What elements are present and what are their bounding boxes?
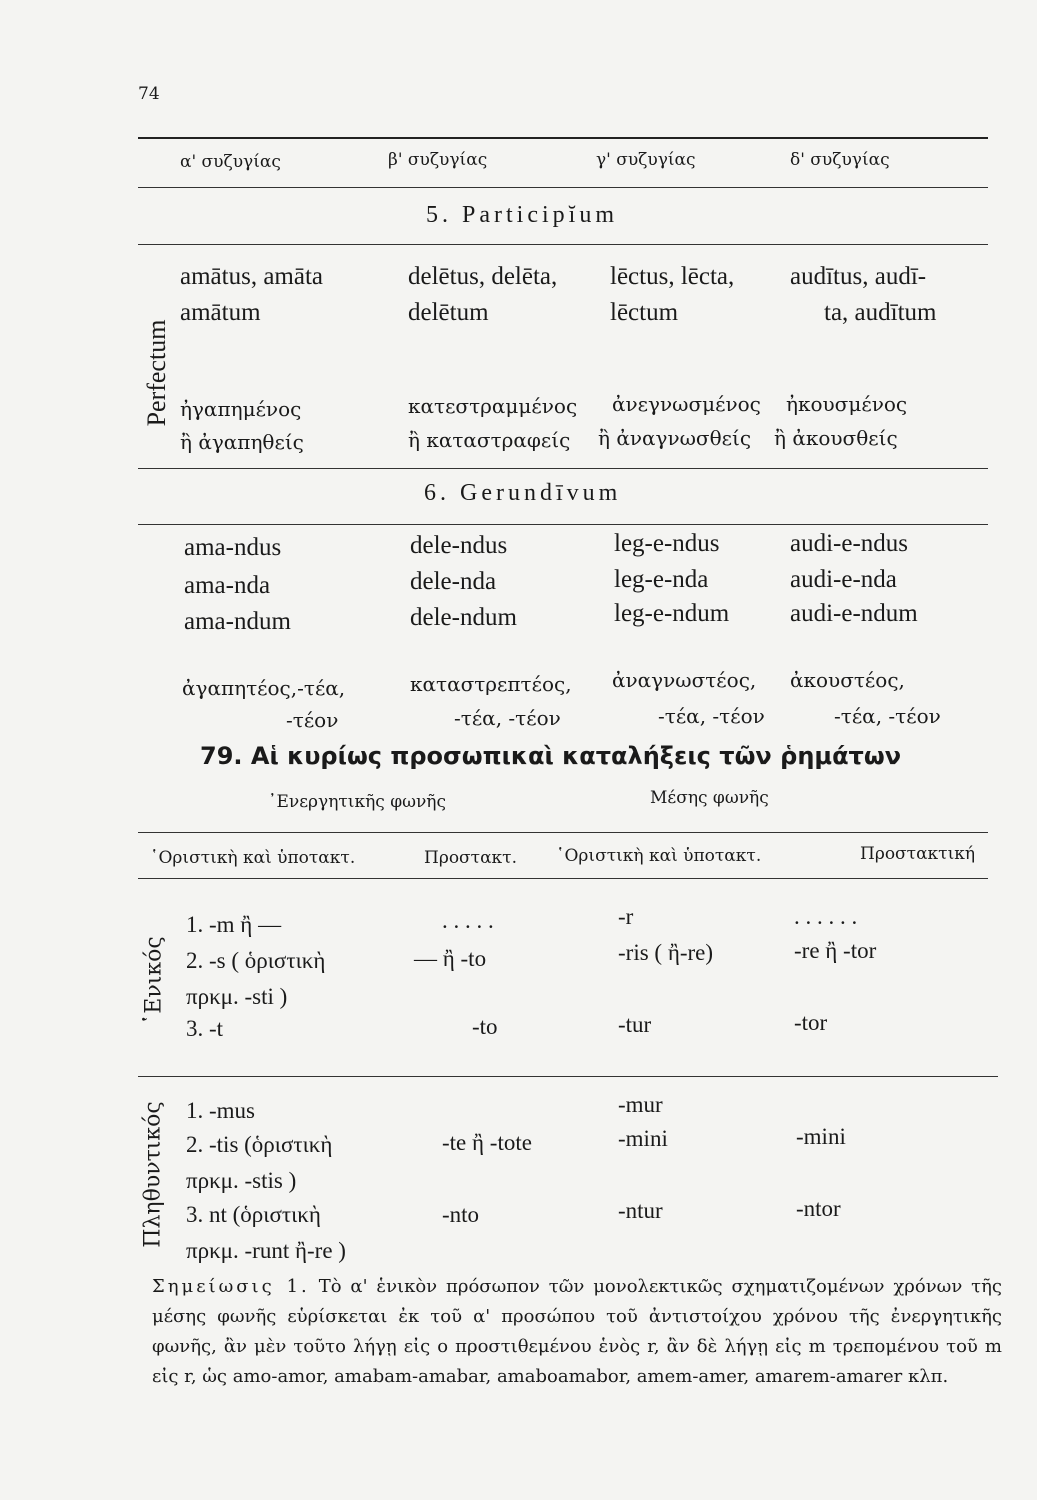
part-grk-1-3: ἀνεγνωσμένος xyxy=(612,392,761,416)
gerundivum-title: 6. Gerundīvum xyxy=(424,480,622,506)
gerundivum-rule xyxy=(138,524,988,525)
pl-c1-4: 3. nt (ὁριστικὴ xyxy=(186,1202,321,1227)
sg-c1-3: πρκμ. -sti ) xyxy=(186,984,288,1009)
voice-middle-label: Μέσης φωνῆς xyxy=(650,788,769,808)
voice-rule xyxy=(138,832,988,833)
header-rule xyxy=(138,187,988,188)
sg-c2-2: — ἢ -to xyxy=(414,946,487,971)
col-header-3: ῾Οριστικὴ καὶ ὑποτακτ. xyxy=(556,846,762,866)
footnote xyxy=(152,1272,1002,1392)
part-grk-2-2: ἢ καταστραφείς xyxy=(408,428,571,452)
ger-1-1: ama-ndus xyxy=(184,534,282,561)
footnote-text: Τὸ α' ἑνικὸν πρόσωπον τῶν μονολεκτικῶς σχηματιζομένων χρόνων τῆς μέσης φωνῆς εὑρίσκεται ἐκ τοῦ α' προσώπου τοῦ ἀντιστοίχου χρόνου τῆς ἐνεργητικῆς φωνῆς, ἂν μὲν τοῦτο λήγῃ εἰς o προστιθεμένου ἑνὸς r, ἂν δὲ λήγῃ εἰς m τρεπομένου τοῦ m εἰς r, ὡς amo-amor, amabam-amabar, amaboamabor, amem-amer, amarem-amarer κλπ. xyxy=(152,1276,1002,1387)
pl-c3-2: -mini xyxy=(618,1126,668,1151)
conj-header-1: α' συζυγίας xyxy=(180,152,281,172)
sg-c4-2: -re ἢ -tor xyxy=(794,938,877,963)
ger-1-4: audi-e-ndus xyxy=(790,530,909,557)
part-grk-2-1: ἢ ἀγαπηθείς xyxy=(180,430,304,454)
pl-c2-1: -te ἢ -tote xyxy=(442,1130,532,1155)
col-header-2: Προστακτ. xyxy=(424,848,517,868)
col-header-1: ῾Οριστικὴ καὶ ὑποτακτ. xyxy=(150,848,356,868)
top-rule xyxy=(138,137,988,139)
sg-c2-1: . . . . . xyxy=(442,908,494,933)
ger-grk-1-4: ἀκουστέος, xyxy=(790,668,905,692)
part-lat-1-1: amātus, amāta xyxy=(180,263,323,290)
conj-header-2: β' συζυγίας xyxy=(388,150,488,170)
sg-c3-1: -r xyxy=(618,904,634,929)
sg-c1-2: 2. -s ( ὁριστικὴ xyxy=(186,948,326,973)
participium-title: 5. Participĭum xyxy=(426,202,618,228)
conj-header-4: δ' συζυγίας xyxy=(790,150,890,170)
col-header-4: Προστακτική xyxy=(860,844,976,864)
part-lat-2-1: amātum xyxy=(180,299,261,326)
pl-c1-3: πρκμ. -stis ) xyxy=(186,1168,297,1193)
voice-active-label: ᾿Ενεργητικῆς φωνῆς xyxy=(268,792,447,812)
sg-c3-2: -ris ( ἢ-re) xyxy=(618,940,714,965)
ger-grk-2-2: -τέα, -τέον xyxy=(454,706,561,730)
pl-c3-3: -ntur xyxy=(618,1198,663,1223)
page-number: 74 xyxy=(138,84,160,104)
part-lat-1-2: delētus, delēta, xyxy=(408,263,558,290)
ger-3-1: ama-ndum xyxy=(184,608,291,635)
singular-label: ῾Ενικός xyxy=(141,936,167,1025)
pl-c4-2: -ntor xyxy=(796,1196,841,1221)
sg-c3-3: -tur xyxy=(618,1012,652,1037)
part-lat-2-3: lēctum xyxy=(610,299,679,326)
part-lat-1-3: lēctus, lēcta, xyxy=(610,263,735,290)
perfectum-label: Perfectum xyxy=(142,319,171,427)
footnote-label: Σημείωσις 1. xyxy=(152,1276,310,1297)
part-lat-2-2: delētum xyxy=(408,299,489,326)
ger-1-3: leg-e-ndus xyxy=(614,530,720,557)
pl-c3-1: -mur xyxy=(618,1092,663,1117)
ger-2-3: leg-e-nda xyxy=(614,566,709,593)
part-grk-1-4: ἠκουσμένος xyxy=(786,392,908,416)
participium-rule xyxy=(138,244,988,245)
sg-c4-1: . . . . . . xyxy=(794,904,858,929)
part-grk-2-4: ἢ ἀκουσθείς xyxy=(774,426,898,450)
ger-1-2: dele-ndus xyxy=(410,532,508,559)
ger-grk-1-2: καταστρεπτέος, xyxy=(410,672,572,696)
colhead-rule xyxy=(138,878,988,879)
ger-2-1: ama-nda xyxy=(184,572,271,599)
pl-c4-1: -mini xyxy=(796,1124,846,1149)
ger-grk-2-4: -τέα, -τέον xyxy=(834,704,941,728)
ger-grk-2-3: -τέα, -τέον xyxy=(658,704,765,728)
ger-grk-1-1: ἀγαπητέος,-τέα, xyxy=(182,676,346,700)
gerundivum-top-rule xyxy=(138,468,988,469)
pl-c2-2: -nto xyxy=(442,1202,480,1227)
pl-c1-1: 1. -mus xyxy=(186,1098,255,1123)
sg-c1-1: 1. -m ἢ — xyxy=(186,912,282,937)
ger-3-2: dele-ndum xyxy=(410,604,517,631)
part-grk-2-3: ἢ ἀναγνωσθείς xyxy=(598,426,752,450)
number-rule xyxy=(138,1076,998,1077)
part-lat-2-4: ta, audītum xyxy=(824,299,937,326)
conj-header-3: γ' συζυγίας xyxy=(596,150,696,170)
ger-3-4: audi-e-ndum xyxy=(790,600,918,627)
sg-c4-3: -tor xyxy=(794,1010,828,1035)
plural-label: Πληθυντικός xyxy=(140,1101,166,1248)
sg-c2-3: -to xyxy=(472,1014,498,1039)
ger-3-3: leg-e-ndum xyxy=(614,600,730,627)
part-lat-1-4: audītus, audī- xyxy=(790,263,927,290)
ger-2-4: audi-e-nda xyxy=(790,566,897,593)
ger-grk-1-3: ἀναγνωστέος, xyxy=(612,668,757,692)
part-grk-1-2: κατεστραμμένος xyxy=(408,394,578,418)
pl-c1-5: πρκμ. -runt ἢ-re ) xyxy=(186,1238,346,1263)
ger-grk-2-1: -τέον xyxy=(286,708,339,732)
section-79-heading: 79. Αἱ κυρίως προσωπικαὶ καταλήξεις τῶν ῥημάτων xyxy=(200,742,902,770)
pl-c1-2: 2. -tis (ὁριστικὴ xyxy=(186,1132,333,1157)
part-grk-1-1: ἠγαπημένος xyxy=(180,397,302,421)
sg-c1-4: 3. -t xyxy=(186,1016,224,1041)
ger-2-2: dele-nda xyxy=(410,568,497,595)
